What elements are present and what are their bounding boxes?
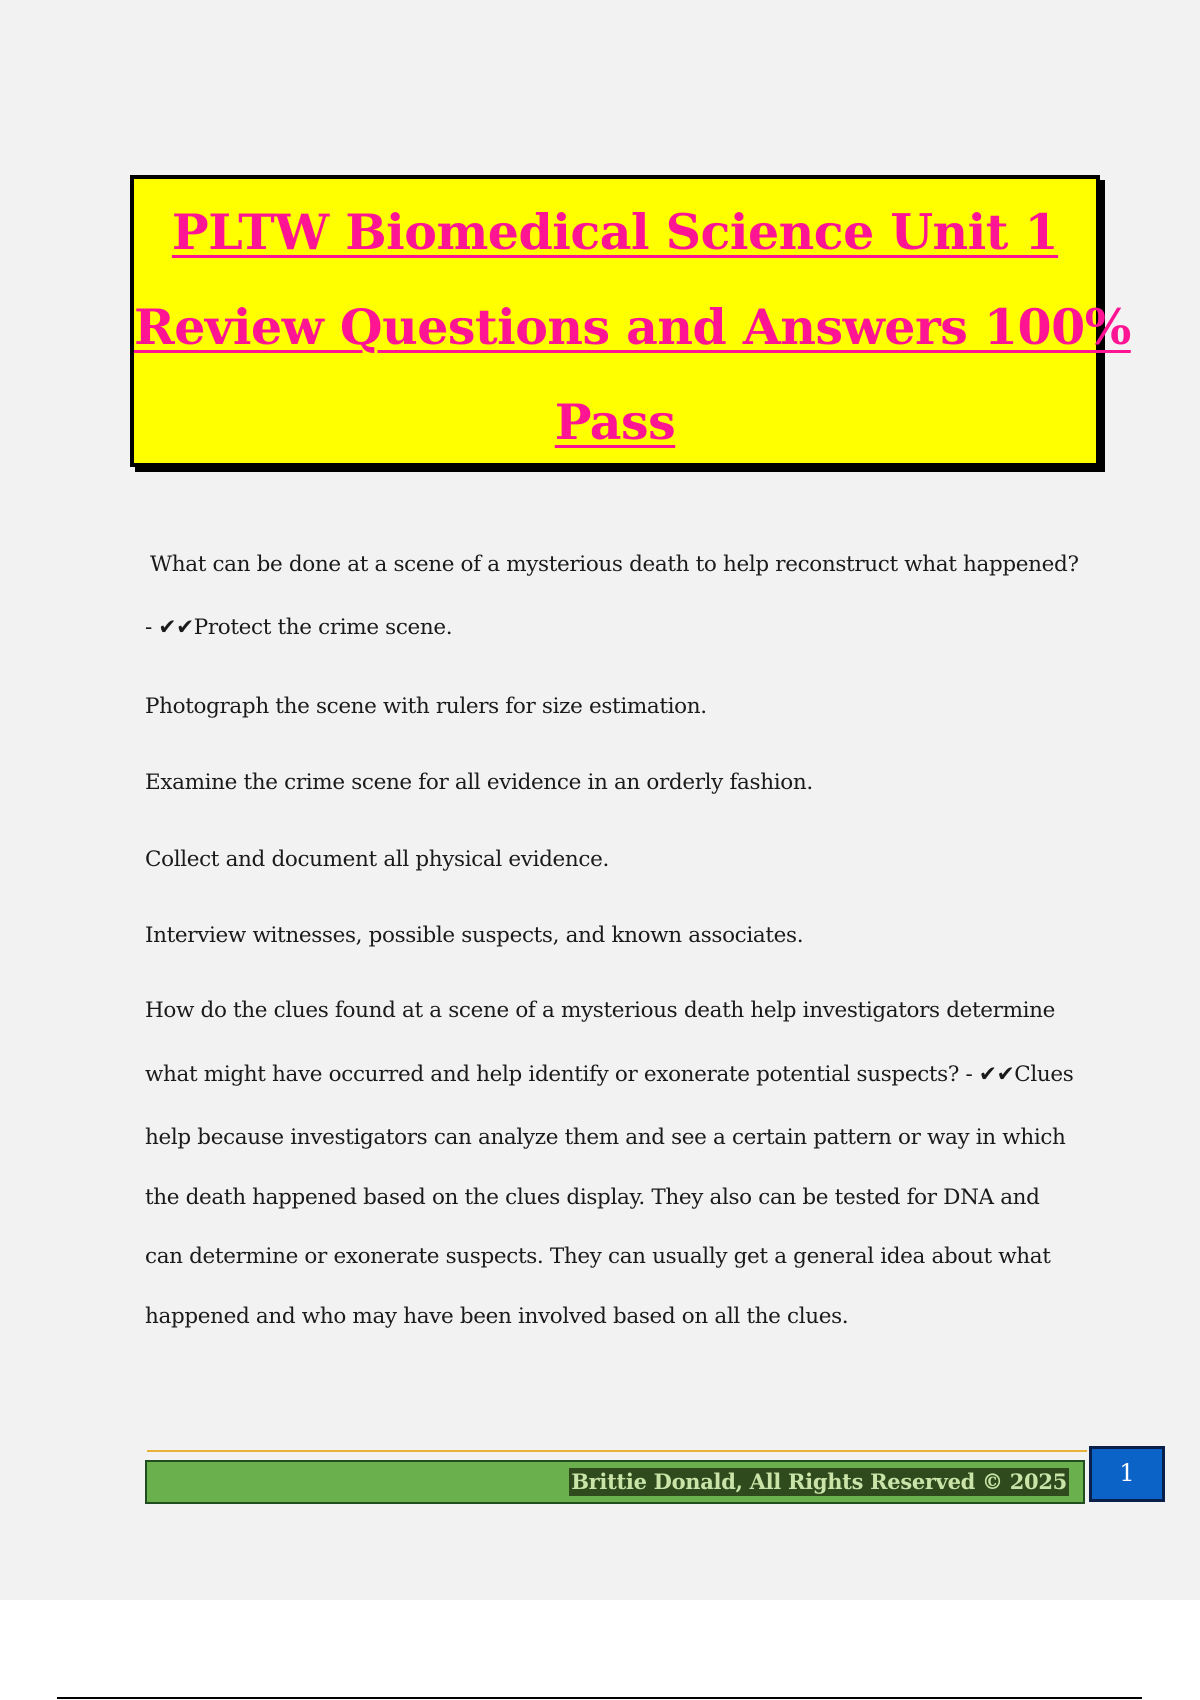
title-line-1: PLTW Biomedical Science Unit 1 — [171, 203, 1059, 261]
question-1: What can be done at a scene of a mysterious death to help reconstruct what happened? — [150, 552, 1079, 577]
answer-1-first: - ✔✔Protect the crime scene. — [145, 615, 453, 640]
question-2-line: can determine or exonerate suspects. They can usually get a general idea about what — [145, 1244, 1051, 1269]
answer-1-item: Interview witnesses, possible suspects, and known associates. — [145, 923, 804, 948]
page-number: 1 — [1089, 1446, 1165, 1502]
answer-1-item: Collect and document all physical evidence. — [145, 847, 609, 872]
page-bottom-divider — [57, 1697, 1142, 1699]
footer-copyright: Brittie Donald, All Rights Reserved © 2025 — [571, 1469, 1067, 1494]
question-2-line: what might have occurred and help identify or exonerate potential suspects? - ✔✔Clues — [145, 1062, 1074, 1087]
question-2-line: happened and who may have been involved based on all the clues. — [145, 1304, 849, 1329]
title-line-3: Pass — [554, 393, 676, 451]
question-2-line: the death happened based on the clues display. They also can be tested for DNA and — [145, 1185, 1040, 1210]
answer-1-item: Photograph the scene with rulers for size estimation. — [145, 694, 707, 719]
title-line-2: Review Questions and Answers 100% — [134, 298, 1131, 356]
question-2-line: help because investigators can analyze them and see a certain pattern or way in which — [145, 1125, 1066, 1150]
footer-bar — [145, 1460, 1085, 1504]
footer-divider — [147, 1450, 1087, 1452]
title-box — [130, 175, 1131, 467]
question-2-line: How do the clues found at a scene of a mysterious death help investigators determine — [145, 998, 1056, 1023]
answer-1-item: Examine the crime scene for all evidence in an orderly fashion. — [145, 770, 813, 795]
